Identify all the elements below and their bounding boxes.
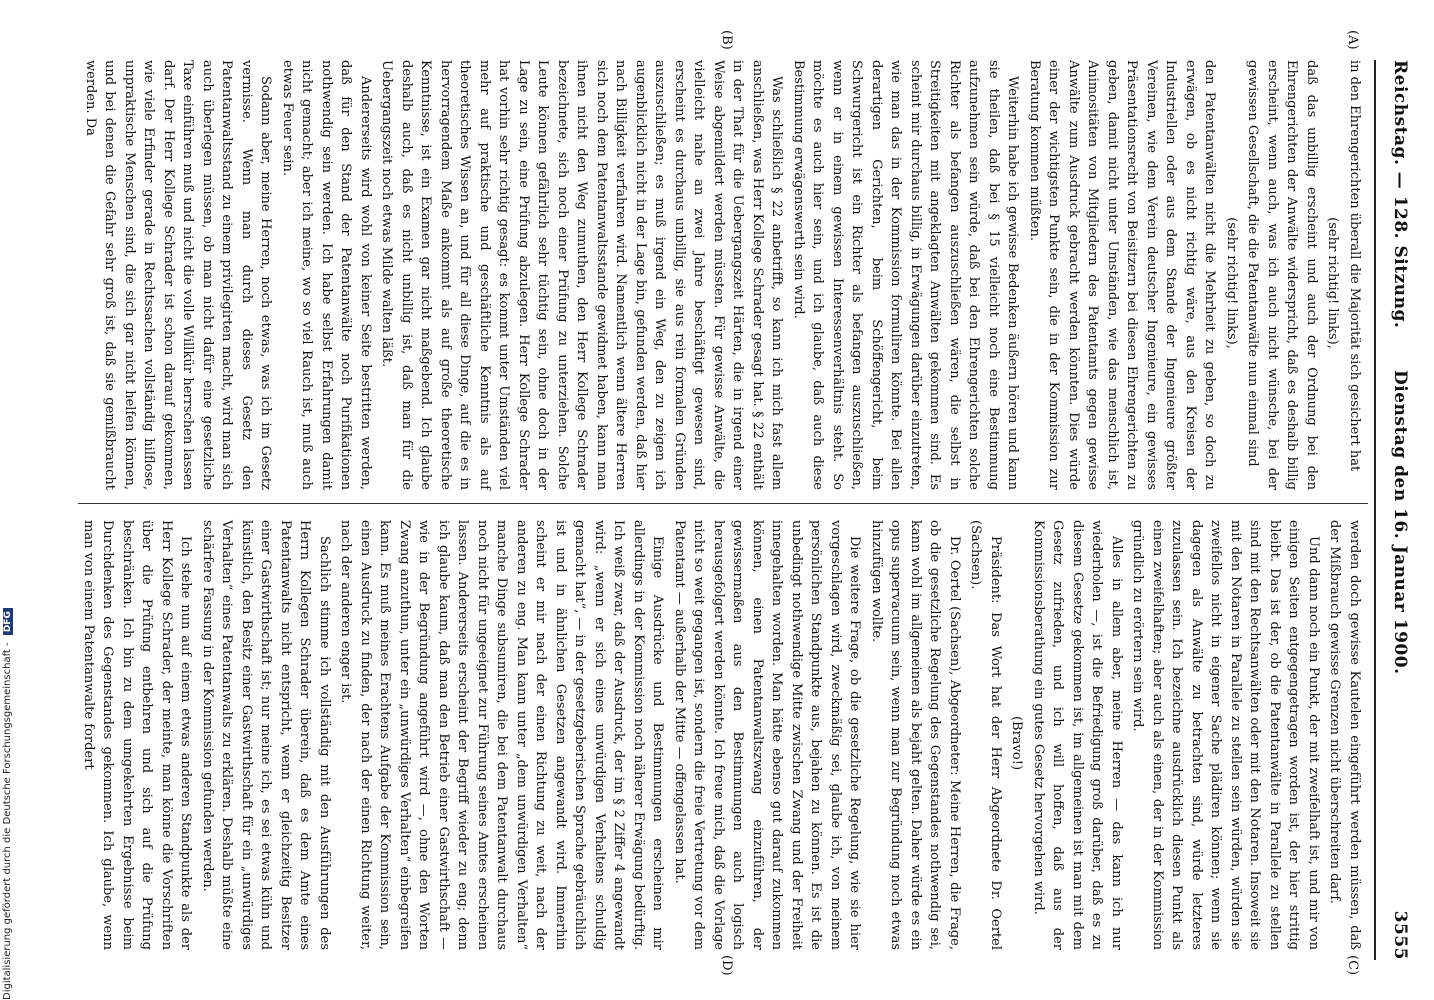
paragraph: in den Ehrengerichten überall die Majorität sich gesichert hat: [1347, 60, 1362, 472]
paragraph: Was schließlich § 22 anbetrifft, so kann ich mich fast allem anschließen, was Herr Kollege Schrader gesagt hat. § 22 enthält in der That für die Uebergangszeit Härten, die in irgend einer Weise abgemildert werden müssten. Für gewisse Anwälte, die vielleicht nahe an zwei Jahre beschäftigt gewesen sind, erscheint es durchaus unbillig, sie aus rein formalen Gründen auszuschließen; es muß irgend ein Weg, den zu zeigen ich augenblicklich nicht in der Lage bin, gefunden werden, daß hier nach Billigkeit verfahren wird. Namentlich wenn ältere Herren sich noch dem Patentanwaltsstande gewidmet haben, kann man ihnen nicht den Weg zumuthen, den Herr Kollege Schrader bezeichnete, sich noch einer Prüfung zu unterziehen. Solche Leute können gefährlich sehr tüchtig sein, ohne doch in der Lage zu sein, eine Prüfung abzulegen. Herr Kollege Schrader hat vorhin sehr richtig gesagt: es kommt unter Umständen viel mehr auf praktische und geschäftliche Kenntnis als auf theoretisches Wissen an, und für all diese Dinge, auf die es in hervorragendem Maße ankommt als auf große theoretische Kenntnisse, ist ein Examen gar nicht maßgebend. Ich glaube deshalb auch, daß es nicht unbillig ist, daß man für die Uebergangszeit noch etwas Milde walten läßt.: [379, 60, 785, 490]
paragraph: Weiterhin habe ich gewisse Bedenken äußern hören und kann sie theilen, daß bei § 15 vielleicht noch eine Bestimmung aufzunehmen sein würde, daß bei den Ehrengerichten solche Richter als befangen auszuschließen wären, die selbst in Streitigkeiten mit angeklagten Anwälten gekommen sind. Es scheint mir durchaus billig, in Erwägungen darüber einzutreten, wie man das in der Kommission formuliren könnte. Bei allen derartigen Gerichten, beim Schöffengericht, beim Schwurgericht ist ein Richter als befangen auszuschließen, wenn er in einem gewissen Interessenverhältnis steht. So möchte es auch hier sein, und ich glaube, daß auch diese Bestimmung erwägenswerth sein wird.: [791, 60, 1021, 490]
left-column: [84, 60, 1364, 490]
digitization-text: Digitalisierung gefördert durch die Deutsche Forschungsgemeinschaft -: [2, 642, 13, 1000]
marker-d: (D): [719, 955, 734, 976]
marker-c: (C): [1345, 955, 1360, 976]
header-center: Dienstag den 16. Januar 1900.: [1390, 370, 1410, 675]
paragraph: den Patentanwälten nicht die Mehrheit zu geben, so doch zu erwägen, ob es nicht richtig wäre, aus den Kreisen der Industriellen oder aus dem Stande der Ingenieure größter Vereinen, wie dem Verein deutscher Ingenieure, ein gewisses Präsentationsrecht von Beisitzern bei diesen Ehrengerichten zu geben, damit nicht unter Umständen, wie das menschlich ist, Animositäten von Mitgliedern des Patentamts gegen gewisse Anwälte zum Ausdruck gebracht werden könnten. Dies würde einer der wichtigsten Punkte sein, die in der Kommission zur Beratung kommen müßten.: [1027, 60, 1218, 490]
page-number: 3555: [1390, 910, 1410, 960]
paragraph: Andererseits wird wohl von keiner Seite bestritten werden, daß für den Stand der Patentanwälte noch Purifikationen nothwendig sein werden. Ich habe selbst Erfahrungen damit nicht gemacht; aber ich meine, wo so viel Rauch ist, muß auch etwas Feuer sein.: [280, 60, 373, 490]
paragraph: Alles in allem aber, meine Herren — das kann ich nur wiederholen —, ist die Befriedigung groß darüber, daß es zu diesem Gesetze gekommen ist, im allgemeinen ist man mit dem Gesetz zufrieden, und ich will hoffen, daß aus der Kommissionsberathung ein gutes Gesetz hervorgehen wird.: [1031, 520, 1124, 950]
header-rule: [1374, 60, 1376, 960]
paragraph: Die weitere Frage, ob die gesetzliche Regelung, wie sie hier vorgeschlagen wird, zweckmäßig sei, glaube ich, von meinem persönlichen Standpunkte aus, bejahen zu können. Es ist die unbedingt nothwendige Mitte zwischen Zwang und der Freiheit innegehalten worden. Man hätte ebenso gut darauf zukommen können, einen Patentanwaltszwang einzuführen, der gewissermaßen aus den Bestimmungen auch logisch herausgefolgert werden könnte. Ich freue mich, daß die Vorlage nicht so weit gegangen ist, sondern die freie Vertretung vor dem Patentamt — außerhalb der Mitte — offengelassen hat.: [672, 520, 863, 950]
interjection: (sehr richtig! links),: [1325, 217, 1341, 349]
digitization-note: [2, 608, 13, 1000]
paragraph: Ich stehe nun auf einem etwas anderen Standpunkte als der Herr Kollege Schrader, der meinte, man könne die Vorschriften über die Prüfung entbehren und sich auf die Prüfung beschränken. Ich bin zu dem umgekehrten Ergebnisse beim Durchdenken des Gegenstandes gekommen. Ich glaube, wenn man von einem Patentanwalte fordert: [81, 520, 194, 950]
column-divider: [78, 503, 1368, 504]
right-column: [81, 520, 1364, 950]
interjection: (sehr richtig! links),: [1224, 217, 1239, 349]
page-header: [1374, 60, 1410, 960]
paragraph: Sodann aber, meine Herren, noch etwas, was ich im Gesetz vermisse. Wenn man durch dieses Gesetz den Patentanwaltsstand zu einem privilegirten macht, wird man sich auch überlegen müssen, ob man nicht dafür eine gesetzliche Taxe einführen muß und nicht die volle Willkür herrschen lassen darf. Der Herr Kollege Schrader ist schon darauf gekommen, wie viele Erfinder gerade in Rechtssachen vollständig hilflose, unpraktische Menschen sind, die sich gar nicht helfen können, und bei denen die Gefahr sehr groß ist, daß sie gemißbraucht werden. Da: [83, 60, 274, 490]
paragraph: werden doch gewisse Kautelen eingeführt werden müssen, daß der Mißbrauch gewisse Grenzen nicht überschreiten darf.: [1327, 520, 1362, 950]
paragraph: daß das unbillig erscheint und auch der Ordnung bei den Ehrengerichten der Anwälte widerspricht, daß es deshalb billig erscheint, wenn auch, was ich auch nicht wünsche, bei der gewissen Gesellschaft, die die Patentanwälte nun einmal sind: [1245, 60, 1319, 490]
paragraph: Dr. Oertel (Sachsen), Abgeordneter: Meine Herren, die Frage, ob die gesetzliche Regelung des Gegenstandes nothwendig sei, kann wohl im allgemeinen als bejaht gelten. Daher würde es ein opus supervacuum sein, wenn man zur Begründung noch etwas hinzufügen wollte.: [869, 520, 962, 950]
paragraph: Und dann noch ein Punkt, der mit zweifelhaft ist, und mir von einigen Seiten entgegengetragen worden ist, der hier strittig bleibt. Das ist der, ob die Patentanwälte in Parallele zu stellen sind mit den Rechtsanwälten oder mit den Notaren. Insoweit sie mit den Notaren in Parallele zu stellen sein würden, würden sie zweifellos nicht in eigener Sache plädiren können; wenn sie dagegen als Anwälte zu betrachten sind, würde letzteres zuzulassen sein. Ich bezeichne ausdrücklich diesen Punkt als einen zweifelhaften; aber auch als einen, der in der Kommission gründlich zu erörtern sein wird.: [1130, 520, 1321, 950]
header-left: Reichstag. — 128. Sitzung.: [1390, 60, 1410, 329]
marker-b: (B): [719, 30, 734, 50]
marker-a: (A): [1345, 30, 1360, 50]
paragraph: Einige Ausdrücke und Bestimmungen erscheinen mir allerdings in der Kommission noch näherer Erwägung bedürftig. Ich weiß zwar, daß der Ausdruck, der im § 2 Ziffer 4 angewandt wird: „wenn er sich eines unwürdigen Verhaltens schuldig gemacht hat“, — in der gesetzgeberischen Sprache gebräuchlich ist und in ähnlichen Gesetzen angewandt wird. Immerhin scheint er mir nach der einen Richtung zu weit, nach der anderen zu eng. Man kann unter „dem unwürdigen Verhalten“ manche Dinge subsumiren, die bei dem Patentanwalt durchaus noch nicht für ungeeignet zur Führung seines Amtes erscheinen lassen. Andererseits erscheint der Begriff wieder zu eng; denn ich glaube kaum, daß man den Betrieb einer Gastwirthschaft — wie in der Begründung angeführt wird —, ohne den Worten Zwang anzuthun, unter ein „unwürdiges Verhalten“ einbegreifen kann. Es muß meines Erachtens Aufgabe der Kommission sein, einen Ausdruck zu finden, der nach der einen Richtung weiter, nach der anderen enger ist.: [338, 520, 666, 950]
paragraph: Sachlich stimme ich vollständig mit den Ausführungen des Herrn Kollegen Schrader überein, daß es dem Amte eines Patentanwalts nicht entspricht, wenn er gleichzeitig Besitzer einer Gastwirthschaft ist; nur meine ich, es sei etwas kühn und künstlich, den Besitz einer Gastwirthschaft für ein „unwürdiges Verhalten“ eines Patentanwalts zu erklären. Deshalb müßte eine schärfere Fassung in der Kommission gefunden werden.: [200, 520, 332, 950]
dfg-badge: DFG: [3, 608, 13, 635]
interjection: (Bravo!): [1009, 715, 1025, 771]
paragraph: Präsident: Das Wort hat der Herr Abgeordnete Dr. Oertel (Sachsen).: [968, 520, 1003, 950]
